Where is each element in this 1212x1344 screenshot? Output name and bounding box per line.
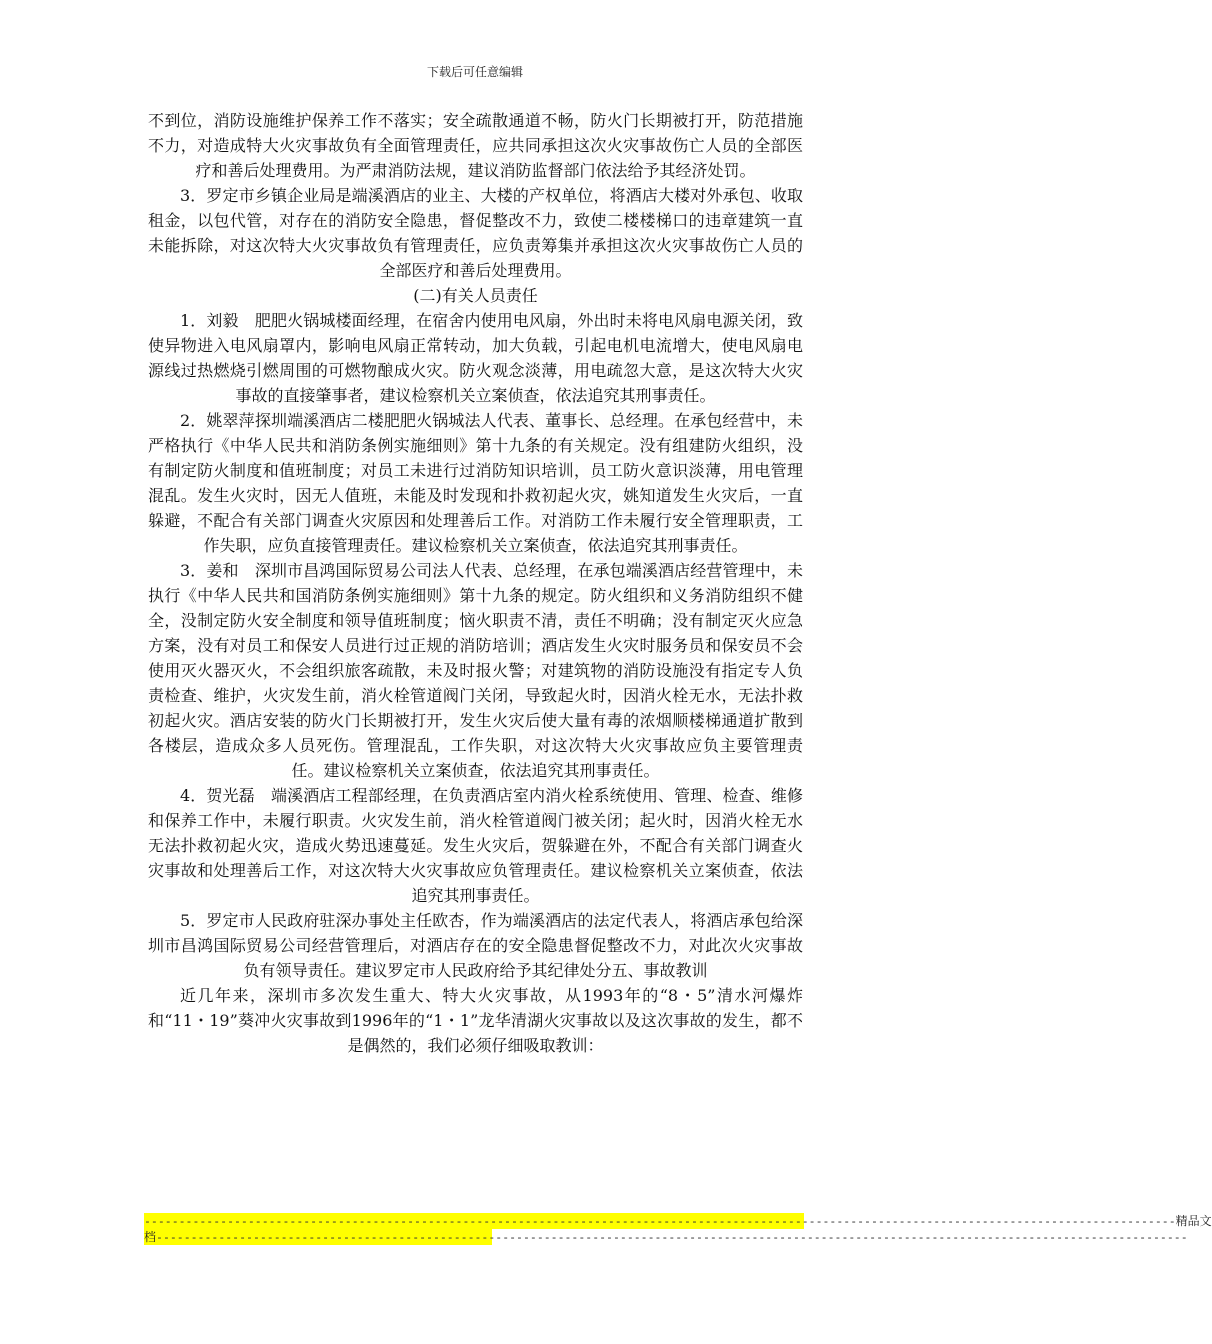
footer-label-pin: 品 [1187,1214,1200,1228]
paragraph-6: 4．贺光磊 端溪酒店工程部经理，在负责酒店室内消火栓系统使用、管理、检查、维修和保养工作中，未履行职责。火灾发生前，消火栓管道阀门被关闭；起火时，因消火栓无水无法扑救初起火灾，造成火势迅速蔓延。发生火灾后，贺躲避在外，不配合有关部门调查火灾事故和处理善后工作，对这次特大火灾事故应负管理责任。建议检察机关立案侦查，依法追究其刑事责任。 [148,786,803,905]
footer-label-jing: 精 [1175,1214,1188,1228]
paragraph-2: 3．罗定市乡镇企业局是端溪酒店的业主、大楼的产权单位，将酒店大楼对外承包、收取租金，以包代管，对存在的消防安全隐患，督促整改不力，致使二楼楼梯口的违章建筑一直未能拆除，对这次特大火灾事故负有管理责任，应负责筹集并承担这次火灾事故伤亡人员的全部医疗和善后处理费用。 [148,186,803,280]
footer-row-2 [144,1229,1188,1245]
paragraph-4: 2．姚翠萍探圳端溪酒店二楼肥肥火锅城法人代表、董事长、总经理。在承包经营中，未严格执行《中华人民共和消防条例实施细则》第十九条的有关规定。没有组建防火组织，没有制定防火制度和值班制度；对员工未进行过消防知识培训，员工防火意识淡薄，用电管理混乱。发生火灾时，因无人值班，未能及时发现和扑救初起火灾，姚知道发生火灾后，一直躲避，不配合有关部门调查火灾原因和处理善后工作。对消防工作未履行安全管理职责，工作失职，应负直接管理责任。建议检察机关立案侦查，依法追究其刑事责任。 [148,411,803,555]
paragraph-1: 不到位，消防设施维护保养工作不落实；安全疏散通道不畅，防火门长期被打开，防范措施不力，对造成特大火灾事故负有全面管理责任，应共同承担这次火灾事故伤亡人员的全部医疗和善后处理费用。为严肃消防法规，建议消防监督部门依法给予其经济处罚。 [148,111,803,180]
section-heading: (二)有关人员责任 [413,286,538,305]
paragraph-3: 1．刘毅 肥肥火锅城楼面经理，在宿舍内使用电风扇，外出时未将电风扇电源关闭，致使异物进入电风扇罩内，影响电风扇正常转动，加大负载，引起电机电流增大，使电风扇电源线过热燃烧引燃周围的可燃物酿成火灾。防火观念淡薄，用电疏忽大意，是这次特大火灾事故的直接肇事者，建议检察机关立案侦查，依法追究其刑事责任。 [148,311,803,405]
footer-dashes-2: ----------------------------------------------------------------------------------------------------------------------------------------------------- [156,1230,1188,1244]
footer-dashes-1: ----------------------------------------------------------------------------------------------------------------------------------------------------- [144,1214,1176,1228]
footer-label-wen: 文 [1199,1214,1212,1228]
paragraph-8: 近几年来，深圳市多次发生重大、特大火灾事故，从1993年的“8・5”清水河爆炸和“11・19”葵冲火灾事故到1996年的“1・1”龙华清湖火灾事故以及这次事故的发生，都不是偶然的，我们必须仔细吸取教训： [148,986,803,1055]
document-body [148,108,803,1058]
footer-label-dang: 档 [144,1230,157,1244]
paragraph-7: 5．罗定市人民政府驻深办事处主任欧杏，作为端溪酒店的法定代表人，将酒店承包给深圳市昌鸿国际贸易公司经营管理后，对酒店存在的安全隐患督促整改不力，对此次火灾事故负有领导责任。建议罗定市人民政府给予其纪律处分五、事故教训 [148,911,803,980]
page-header: 下载后可任意编辑 [426,65,523,79]
footer-row-1 [144,1213,1212,1229]
paragraph-5: 3．姜和 深圳市昌鸿国际贸易公司法人代表、总经理，在承包端溪酒店经营管理中，未执行《中华人民共和国消防条例实施细则》第十九条的规定。防火组织和义务消防组织不健全，没制定防火安全制度和领导值班制度；恼火职责不清，责任不明确；没有制定灭火应急方案，没有对员工和保安人员进行过正规的消防培训；酒店发生火灾时服务员和保安员不会使用灭火器灭火，不会组织旅客疏散，未及时报火警；对建筑物的消防设施没有指定专人负责检查、维护，火灾发生前，消火栓管道阀门关闭，导致起火时，因消火栓无水，无法扑救初起火灾。酒店安装的防火门长期被打开，发生火灾后使大量有毒的浓烟顺楼梯通道扩散到各楼层，造成众多人员死伤。管理混乱，工作失职，对这次特大火灾事故应负主要管理责任。建议检察机关立案侦查，依法追究其刑事责任。 [148,561,803,780]
footer-banner [144,1213,1212,1245]
